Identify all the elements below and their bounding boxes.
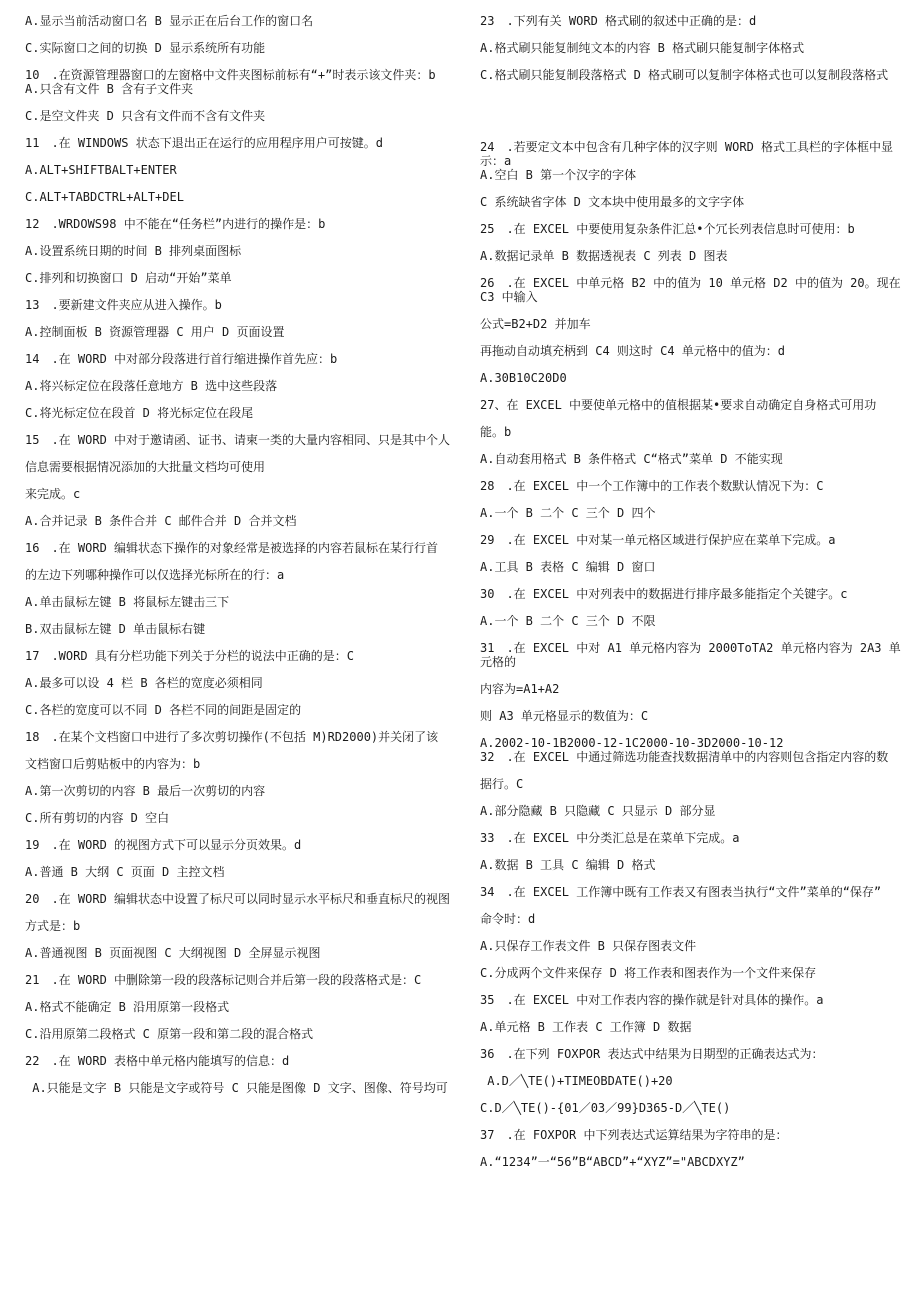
text-line: A.格式不能确定 B 沿用原第一段格式 [25,1000,230,1014]
text-line: 11 .在 WINDOWS 状态下退出正在运行的应用程序用户可按键。d [25,136,383,150]
text-line: 据行。C [480,777,524,791]
text-line: 公式=B2+D2 并加车 [480,317,591,331]
text-line: A.ALT+SHIFTBALT+ENTER [25,163,177,177]
text-line: A.设置系统日期的时间 B 排列桌面图标 [25,244,242,258]
text-line: A.数据 B 工具 C 编辑 D 格式 [480,858,656,872]
text-line: C.实际窗口之间的切换 D 显示系统所有功能 [25,41,266,55]
text-line: 23 .下列有关 WORD 格式刷的叙述中正确的是：d [480,14,757,28]
text-line: 37 .在 FOXPOR 中下列表达式运算结果为字符串的是： [480,1128,788,1142]
text-line: 25 .在 EXCEL 中要使用复杂条件汇总•个冗长列表信息时可使用：b [480,222,855,236]
text-line: C.所有剪切的内容 D 空白 [25,811,170,825]
text-line: A.一个 B 二个 C 三个 D 不限 [480,614,656,628]
text-line: 则 A3 单元格显示的数值为：C [480,709,649,723]
text-line: 内容为=A1+A2 [480,682,560,696]
text-line: C.各栏的宽度可以不同 D 各栏不同的间距是固定的 [25,703,302,717]
text-line: A.合并记录 B 条件合并 C 邮件合并 D 合并文档 [25,514,297,528]
text-line: 26 .在 EXCEL 中单元格 B2 中的值为 10 单元格 D2 中的值为 20。现在 C3 中输入 [480,276,908,304]
text-line: A.只保存工作表文件 B 只保存图表文件 [480,939,697,953]
text-line: 20 .在 WORD 编辑状态中设置了标尺可以同时显示水平标尺和垂直标尺的视图 [25,892,451,906]
text-line: 27、在 EXCEL 中要使单元格中的值根据某•要求自动确定自身格式可用功 [480,398,877,412]
text-line: 再拖动自动填充柄到 C4 则这时 C4 单元格中的值为：d [480,344,786,358]
text-line: C.是空文件夹 D 只含有文件而不含有文件夹 [25,109,266,123]
left-column [25,14,453,1108]
text-line: A.第一次剪切的内容 B 最后一次剪切的内容 [25,784,266,798]
text-line: 24 .若要定文本中包含有几种字体的汉字则 WORD 格式工具栏的字体框中显示：a [480,140,894,168]
text-line: 的左边下列哪种操作可以仅选择光标所在的行：a [25,568,285,582]
text-line: 29 .在 EXCEL 中对某一单元格区域进行保护应在菜单下完成。a [480,533,836,547]
text-line: 信息需要根据情况添加的大批量文档均可使用 [25,460,266,474]
text-line: 21 .在 WORD 中删除第一段的段落标记则合并后第一段的段落格式是：C [25,973,422,987]
text-line: 12 .WRDOWS98 中不能在“任务栏”内进行的操作是：b [25,217,326,231]
text-line: C.格式刷只能复制段落格式 D 格式刷可以复制字体格式也可以复制段落格式 [480,68,889,82]
text-line: 18 .在某个文档窗口中进行了多次剪切操作(不包括 M)RD2000)并关闭了该 [25,730,439,744]
text-line: 30 .在 EXCEL 中对列表中的数据进行排序最多能指定个关键字。c [480,587,848,601]
text-line: 13 .要新建文件夹应从进入操作。b [25,298,222,312]
text-line: A.普通视图 B 页面视图 C 大纲视图 D 全屏显示视图 [25,946,321,960]
text-line: A.一个 B 二个 C 三个 D 四个 [480,506,656,520]
text-line: 33 .在 EXCEL 中分类汇总是在菜单下完成。a [480,831,740,845]
text-line: C.沿用原第二段格式 C 原第一段和第二段的混合格式 [25,1027,314,1041]
text-line: A.空白 B 第一个汉字的字体 [480,168,637,182]
text-line: 36 .在下列 FOXPOR 表达式中结果为日期型的正确表达式为： [480,1047,824,1061]
text-line: 22 .在 WORD 表格中单元格内能填写的信息：d [25,1054,290,1068]
text-line: A.格式刷只能复制纯文本的内容 B 格式刷只能复制字体格式 [480,41,805,55]
text-line: A.将兴标定位在段落任意地方 B 选中这些段落 [25,379,278,393]
text-line: 32 .在 EXCEL 中通过筛选功能查找数据清单中的内容则包含指定内容的数 [480,750,889,764]
text-line: C.分成两个文件来保存 D 将工作表和图表作为一个文件来保存 [480,966,817,980]
text-line: 来完成。c [25,487,81,501]
text-line: A.单击鼠标左键 B 将鼠标左键击三下 [25,595,230,609]
text-line: A.显示当前活动窗口名 B 显示正在后台工作的窗口名 [25,14,314,28]
text-line: A.2002-10-1B2000-12-1C2000-10-3D2000-10-12 [480,736,784,750]
text-line: 10 .在资源管理器窗口的左窗格中文件夹图标前标有“+”时表示该文件夹：b [25,68,436,82]
text-line: 14 .在 WORD 中对部分段落进行首行缩进操作首先应：b [25,352,338,366]
text-line: A.D／╲TE()+TIMEOBDATE()+20 [480,1074,673,1088]
text-line: A.控制面板 B 资源管理器 C 用户 D 页面设置 [25,325,285,339]
text-line: 17 .WORD 具有分栏功能下列关于分栏的说法中正确的是：C [25,649,355,663]
text-line: B.双击鼠标左键 D 单击鼠标右键 [25,622,206,636]
text-line: 命令时：d [480,912,536,926]
text-line: 28 .在 EXCEL 中一个工作簿中的工作表个数默认情况下为：C [480,479,824,493]
text-line: 方式是：b [25,919,81,933]
text-line: C.将光标定位在段首 D 将光标定位在段尾 [25,406,254,420]
text-line: C.D／╲TE()-{01／03／99}D365-D／╲TE() [480,1101,731,1115]
text-line: 31 .在 EXCEL 中对 A1 单元格内容为 2000ToTA2 单元格内容为 2A3 单元格的 [480,641,901,669]
text-line: C.排列和切换窗口 D 启动“开始”菜单 [25,271,232,285]
text-line: A.30B10C20D0 [480,371,567,385]
text-line: 35 .在 EXCEL 中对工作表内容的操作就是针对具体的操作。a [480,993,824,1007]
text-line: 能。b [480,425,512,439]
text-line: A.工具 B 表格 C 编辑 D 窗口 [480,560,656,574]
text-line: A.数据记录单 B 数据透视表 C 列表 D 图表 [480,249,728,263]
text-line: A.普通 B 大纲 C 页面 D 主控文档 [25,865,225,879]
text-line: A.最多可以设 4 栏 B 各栏的宽度必须相同 [25,676,263,690]
text-line: C 系统缺省字体 D 文本块中使用最多的文字字体 [480,195,745,209]
right-column [480,14,908,1182]
text-line: A.只能是文字 B 只能是文字或符号 C 只能是图像 D 文字、图像、符号均可 [25,1081,448,1095]
text-line: A.部分隐藏 B 只隐藏 C 只显示 D 部分显 [480,804,716,818]
text-line: A.只含有文件 B 含有子文件夹 [25,82,194,96]
text-line: 19 .在 WORD 的视图方式下可以显示分页效果。d [25,838,302,852]
text-line: A.“1234”一“56”B“ABCD”+“XYZ”="ABCDXYZ” [480,1155,745,1169]
text-line: 34 .在 EXCEL 工作簿中既有工作表又有图表当执行“文件”菜单的“保存” [480,885,882,899]
text-line: C.ALT+TABDCTRL+ALT+DEL [25,190,184,204]
text-line: 15 .在 WORD 中对于邀请函、证书、请柬一类的大量内容相同、只是其中个人 [25,433,451,447]
text-line: A.单元格 B 工作表 C 工作簿 D 数据 [480,1020,692,1034]
text-line: 16 .在 WORD 编辑状态下操作的对象经常是被选择的内容若鼠标在某行行首 [25,541,439,555]
text-line: A.自动套用格式 B 条件格式 C“格式”菜单 D 不能实现 [480,452,783,466]
text-line: 文档窗口后剪贴板中的内容为：b [25,757,201,771]
